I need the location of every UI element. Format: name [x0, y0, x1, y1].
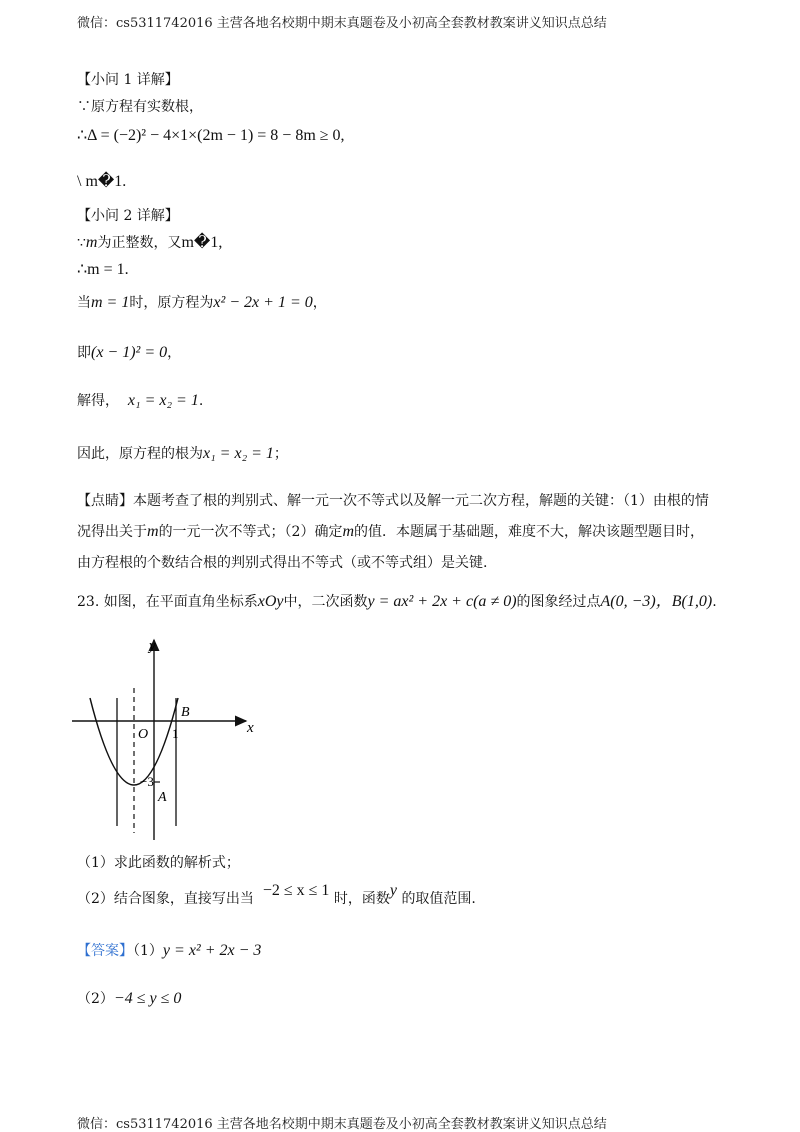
part2-line3: 当m = 1时，原方程为x² − 2x + 1 = 0， [77, 294, 327, 311]
answer-1: 【答案】（1）y = x² + 2x − 3 [77, 942, 262, 959]
point-b-label: B [181, 705, 190, 720]
part2-line4: 即(x − 1)² = 0， [77, 344, 182, 361]
tick-label-minus-3: −3 [140, 774, 154, 789]
part1-title: 【小问 1 详解】 [77, 72, 179, 88]
part2-line6: 因此，原方程的根为x₁ = x₂ = 1； [77, 445, 288, 462]
y-axis-label: y [149, 638, 156, 654]
part2-line5: 解得， x₁ = x₂ = 1. [77, 392, 204, 409]
subquestion-2: （2）结合图象，直接写出当 −2 ≤ x ≤ 1 时，函数y 的取值范围. [77, 882, 476, 907]
part1-conclusion: \ m�1. [77, 173, 127, 190]
part1-discriminant: ∴Δ = (−2)² − 4×1×(2m − 1) = 8 − 8m ≥ 0, [77, 127, 345, 144]
subquestion-1: （1）求此函数的解析式； [77, 855, 240, 871]
origin-label: O [138, 727, 149, 742]
comment-line2: 况得出关于m的一元一次不等式；（2）确定m的值．本题属于基础题，难度不大，解决该题型题目时， [77, 523, 705, 540]
part1-line1: ∵原方程有实数根， [77, 99, 203, 115]
point-a-label: A [158, 790, 167, 805]
question-23: 23. 如图，在平面直角坐标系xOy中，二次函数y = ax² + 2x + c(a ≠ 0)的图象经过点A(0, −3)，B(1,0). [77, 593, 717, 610]
tick-label-1: 1 [172, 726, 179, 741]
part2-line2: ∴m = 1. [77, 261, 129, 278]
x-axis-label: x [247, 720, 254, 736]
page-header: 微信：cs5311742016 主营各地名校期中期末真题卷及小初高全套教材教案讲义知识点总结 [77, 16, 607, 31]
comment-line3: 由方程根的个数结合根的判别式得出不等式（或不等式组）是关键. [77, 555, 488, 571]
answer-2: （2）−4 ≤ y ≤ 0 [77, 990, 182, 1007]
page-footer: 微信：cs5311742016 主营各地名校期中期末真题卷及小初高全套教材教案讲义知识点总结 [77, 1117, 607, 1132]
part2-title: 【小问 2 详解】 [77, 208, 179, 224]
part2-line1: ∵m为正整数，又m�1, [77, 234, 223, 251]
answer-label: 【答案】 [77, 943, 133, 959]
comment-line1: 【点睛】本题考查了根的判别式、解一元一次不等式以及解一元二次方程，解题的关键：（1）由根的情 [77, 493, 709, 509]
parabola-graph [60, 628, 270, 843]
